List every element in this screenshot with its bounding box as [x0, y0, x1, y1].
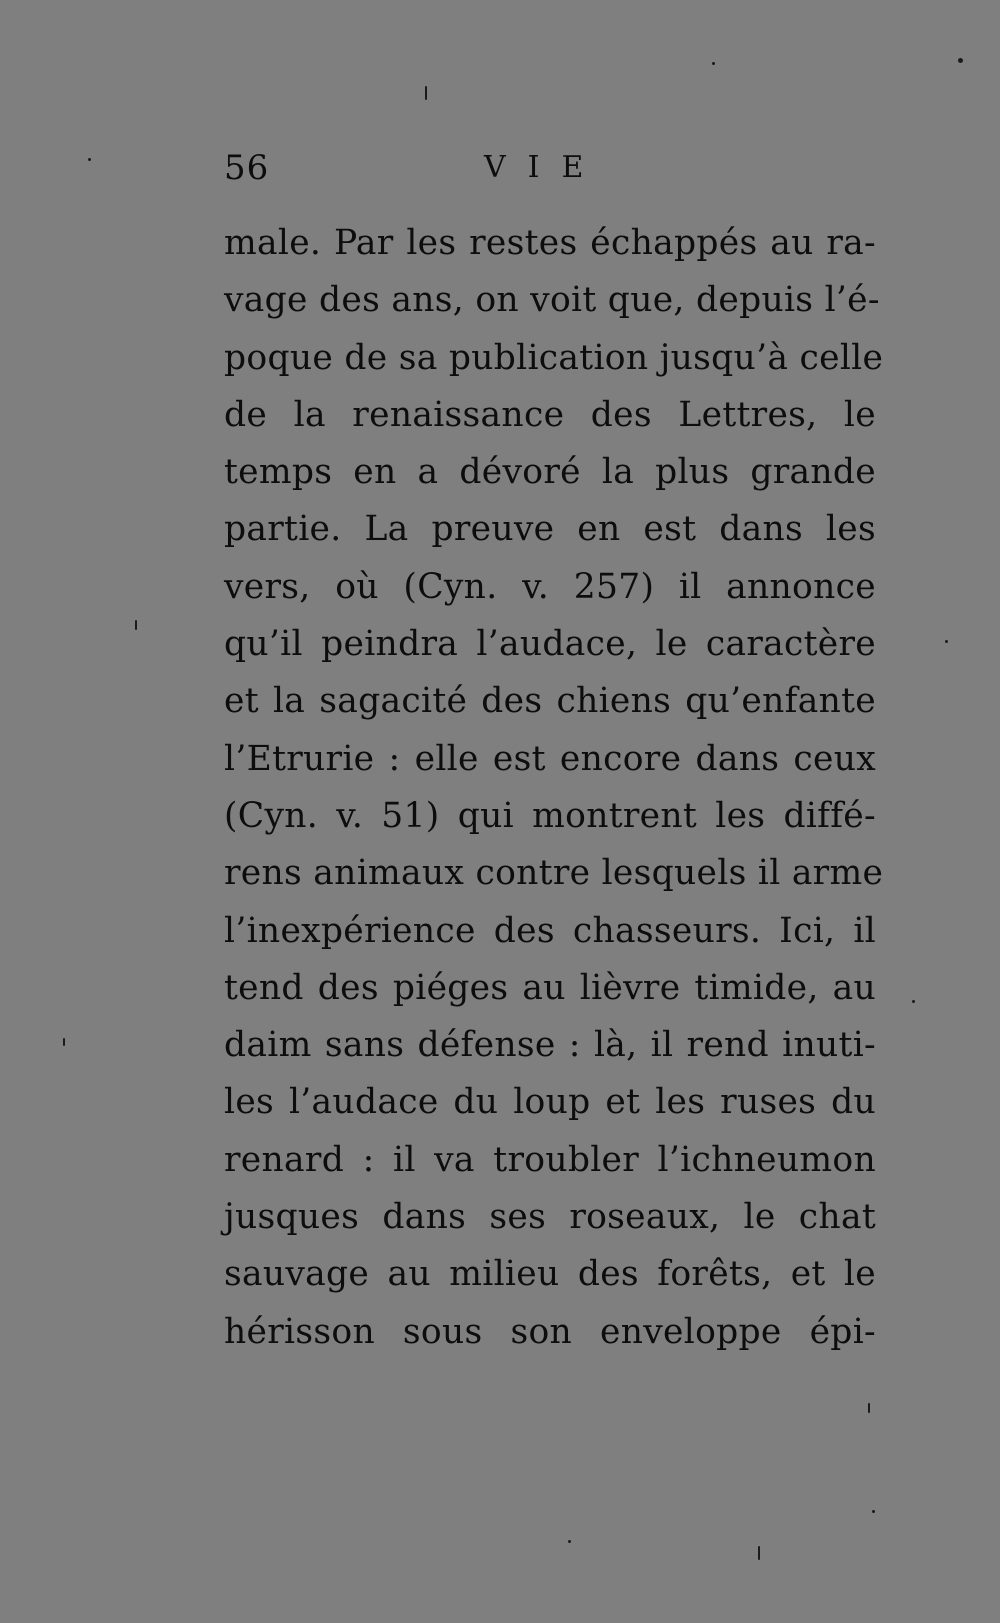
scan-speck — [568, 1540, 571, 1543]
text-line: l’inexpérience des chasseurs. Ici, il — [224, 910, 876, 951]
text-line: poque de sa publication jusqu’à celle — [224, 337, 884, 378]
scan-speck — [88, 158, 91, 161]
text-line: vage des ans, on voit que, depuis l’é- — [224, 280, 880, 321]
scan-speck — [958, 58, 963, 63]
text-line: l’Etrurie : elle est encore dans ceux — [224, 738, 876, 779]
text-line: daim sans défense : là, il rend inuti- — [224, 1025, 876, 1066]
text-line: les l’audace du loup et les ruses du — [224, 1082, 876, 1123]
text-line: partie. La preuve en est dans les — [224, 509, 876, 550]
text-line: de la renaissance des Lettres, le — [224, 394, 876, 435]
text-line: et la sagacité des chiens qu’enfante — [224, 681, 876, 722]
text-line: sauvage au milieu des forêts, et le — [224, 1254, 876, 1295]
scan-speck — [63, 1038, 65, 1046]
page-number: 56 — [224, 148, 270, 188]
scan-speck — [758, 1546, 760, 1560]
scan-speck — [135, 620, 137, 630]
text-line: temps en a dévoré la plus grande — [224, 452, 876, 493]
text-line: renard : il va troubler l’ichneumon — [224, 1139, 876, 1180]
text-line: rens animaux contre lesquels il arme — [224, 853, 884, 894]
page-header — [224, 148, 884, 192]
text-line: qu’il peindra l’audace, le caractère — [224, 624, 876, 665]
scan-speck — [912, 1000, 915, 1003]
body-text — [224, 215, 884, 1361]
text-line: vers, où (Cyn. v. 257) il annonce — [224, 566, 876, 607]
text-line: male. Par les restes échappés au ra- — [224, 223, 876, 263]
text-line: (Cyn. v. 51) qui montrent les diffé- — [224, 795, 876, 836]
scan-speck — [712, 62, 715, 65]
scan-speck — [945, 640, 948, 643]
text-line: hérisson sous son enveloppe épi- — [224, 1311, 876, 1352]
scan-speck — [425, 86, 427, 100]
scan-speck — [872, 1510, 875, 1513]
scan-speck — [868, 1403, 870, 1413]
text-line: tend des piéges au lièvre timide, au — [224, 967, 876, 1008]
running-head: VIE — [484, 150, 606, 185]
text-line: jusques dans ses roseaux, le chat — [224, 1197, 876, 1238]
